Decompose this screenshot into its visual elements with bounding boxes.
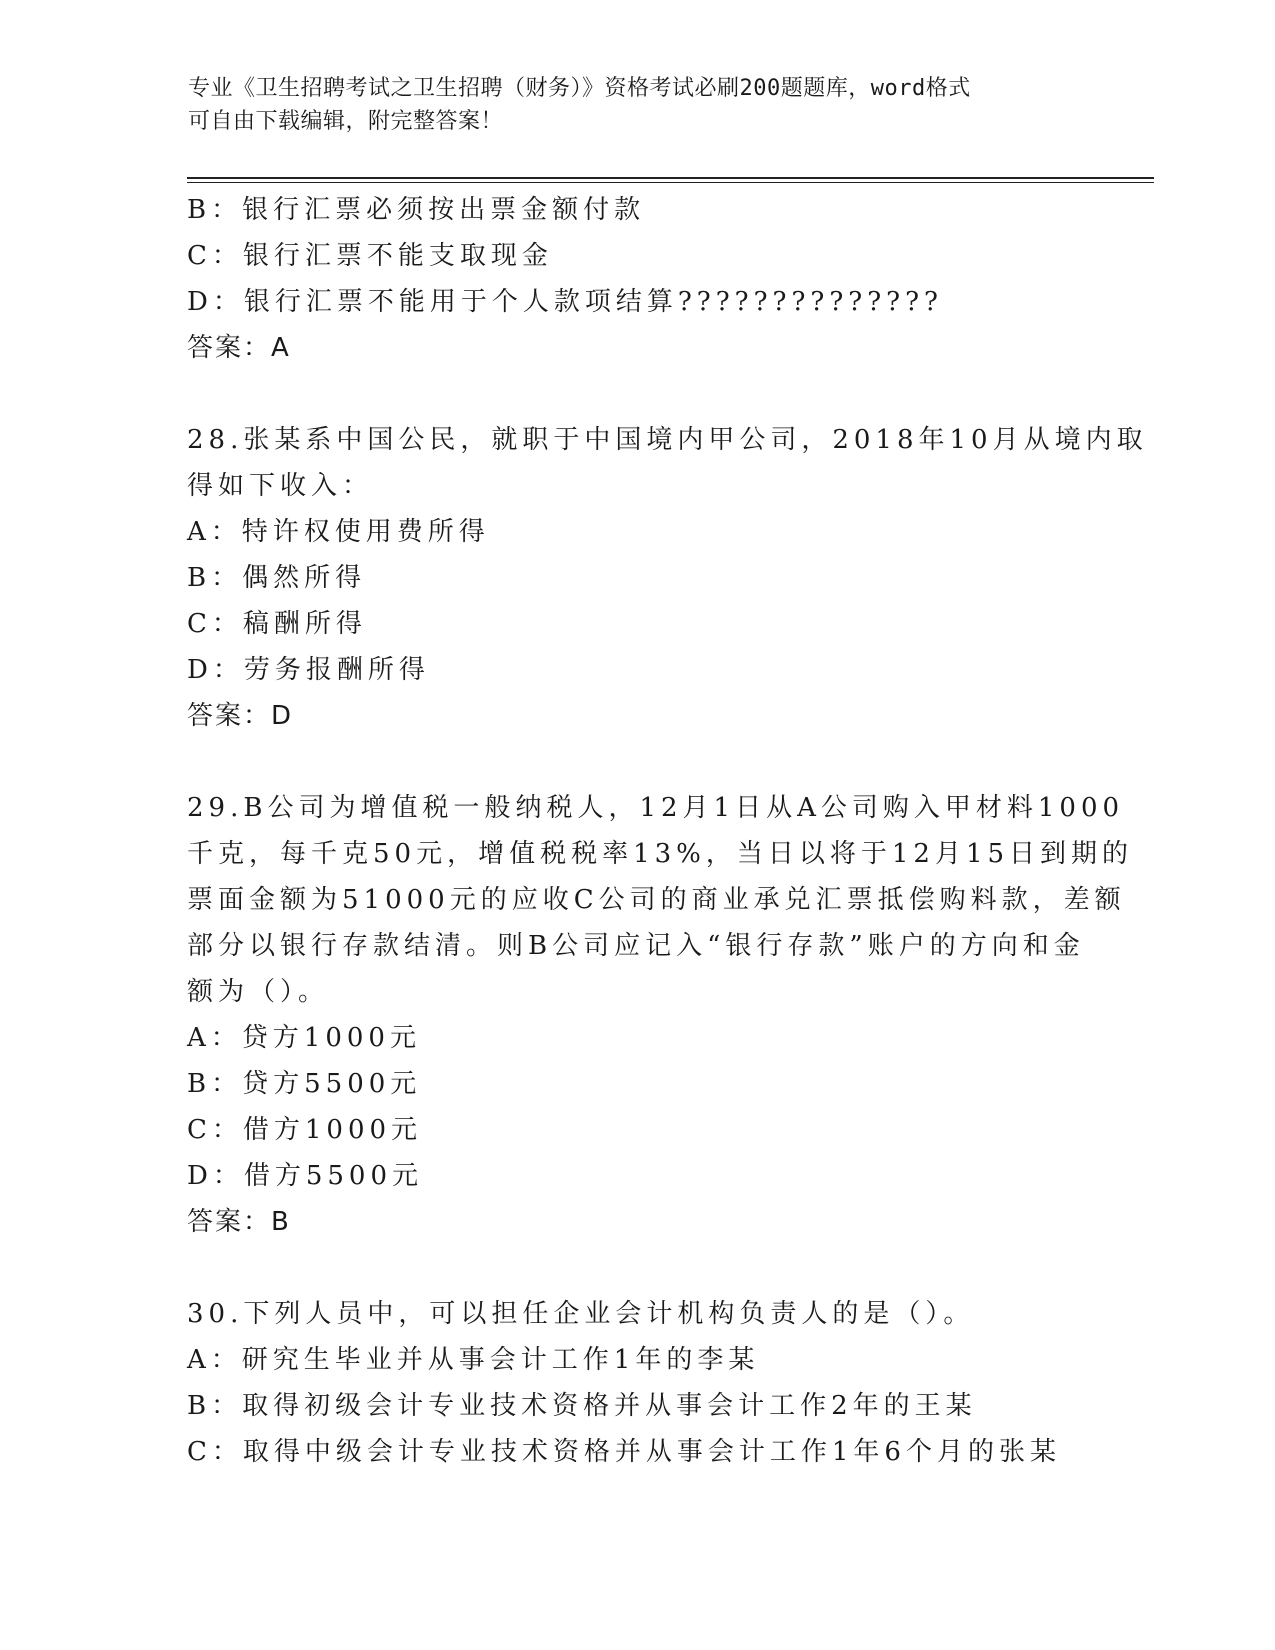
option-line: C：借方1000元 <box>187 1115 423 1145</box>
answer-line: 答案：B <box>187 1207 291 1237</box>
question-line: 部分以银行存款结清。则B公司应记入“银行存款”账户的方向和金 <box>187 931 1085 961</box>
header-rule-thick <box>187 177 1154 179</box>
header-line-2: 可自由下载编辑，附完整答案！ <box>188 109 504 134</box>
answer-line: 答案：A <box>187 333 291 363</box>
option-line: D：劳务报酬所得 <box>187 655 430 685</box>
answer-line: 答案：D <box>187 701 294 731</box>
header-rule-thin <box>187 182 1154 183</box>
option-line: A：研究生毕业并从事会计工作1年的李某 <box>187 1345 760 1375</box>
option-line: A：特许权使用费所得 <box>187 517 490 547</box>
option-line: B：取得初级会计专业技术资格并从事会计工作2年的王某 <box>187 1391 977 1421</box>
question-line: 29.B公司为增值税一般纳税人，12月1日从A公司购入甲材料1000 <box>187 793 1125 823</box>
question-line: 千克，每千克50元，增值税税率13%，当日以将于12月15日到期的 <box>187 839 1134 869</box>
question-line: 28.张某系中国公民，就职于中国境内甲公司，2018年10月从境内取 <box>187 425 1148 455</box>
header-line-1: 专业《卫生招聘考试之卫生招聘（财务）》资格考试必刷200题题库，word格式 <box>188 76 971 101</box>
document-header <box>188 72 1068 138</box>
option-line: C：银行汇票不能支取现金 <box>187 241 553 271</box>
option-line: A：贷方1000元 <box>187 1023 421 1053</box>
option-line: D：银行汇票不能用于个人款项结算?????????????? <box>187 287 943 317</box>
option-line: B：银行汇票必须按出票金额付款 <box>187 195 646 225</box>
option-line: C：取得中级会计专业技术资格并从事会计工作1年6个月的张某 <box>187 1437 1061 1467</box>
question-line: 票面金额为51000元的应收C公司的商业承兑汇票抵偿购料款，差额 <box>187 885 1126 915</box>
option-line: B：贷方5500元 <box>187 1069 422 1099</box>
option-line: D：借方5500元 <box>187 1161 424 1191</box>
question-line: 30.下列人员中，可以担任企业会计机构负责人的是（）。 <box>187 1299 975 1329</box>
option-line: C：稿酬所得 <box>187 609 367 639</box>
question-line: 得如下收入： <box>187 471 374 501</box>
option-line: B：偶然所得 <box>187 563 367 593</box>
question-line: 额为（）。 <box>187 977 330 1007</box>
